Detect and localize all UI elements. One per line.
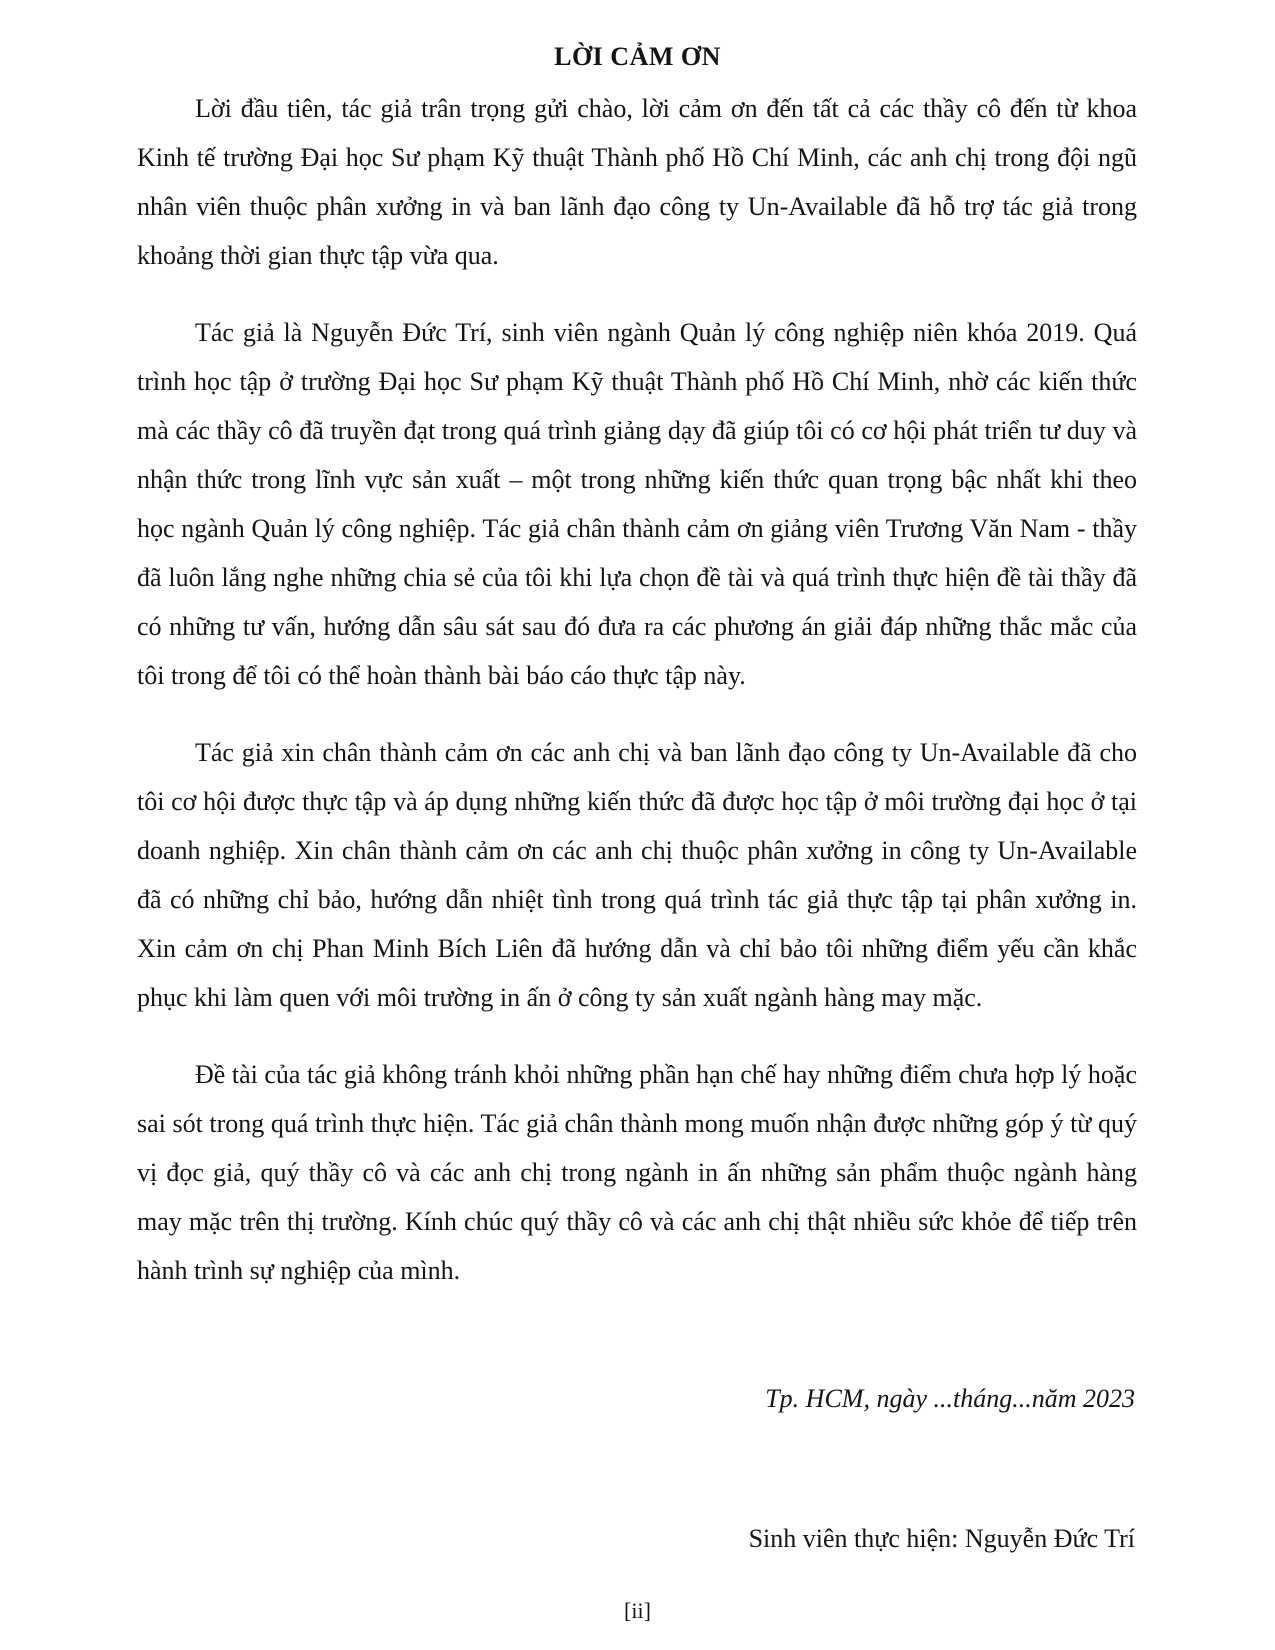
document-body (137, 84, 1137, 1323)
paragraph-4: Đề tài của tác giả không tránh khỏi những phần hạn chế hay những điểm chưa hợp lý hoặc sai sót trong quá trình thực hiện. Tác giả chân thành mong muốn nhận được những góp ý từ quý vị đọc giả, quý thầy cô và các anh chị trong ngành in ấn những sản phẩm thuộc ngành hàng may mặc trên thị trường. Kính chúc quý thầy cô và các anh chị thật nhiều sức khỏe để tiếp trên hành trình sự nghiệp của mình. (137, 1060, 1137, 1285)
paragraph-3: Tác giả xin chân thành cảm ơn các anh chị và ban lãnh đạo công ty Un-Available đã cho tôi cơ hội được thực tập và áp dụng những kiến thức đã được học tập ở môi trường đại học ở tại doanh nghiệp. Xin chân thành cảm ơn các anh chị thuộc phân xưởng in công ty Un-Available đã có những chỉ bảo, hướng dẫn nhiệt tình trong quá trình tác giả thực tập tại phân xưởng in. Xin cảm ơn chị Phan Minh Bích Liên đã hướng dẫn và chỉ bảo tôi những điểm yếu cần khắc phục khi làm quen với môi trường in ấn ở công ty sản xuất ngành hàng may mặc. (137, 738, 1137, 1012)
page-number: [ii] (624, 1598, 651, 1623)
paragraph-2: Tác giả là Nguyễn Đức Trí, sinh viên ngành Quản lý công nghiệp niên khóa 2019. Quá trình học tập ở trường Đại học Sư phạm Kỹ thuật Thành phố Hồ Chí Minh, nhờ các kiến thức mà các thầy cô đã truyền đạt trong quá trình giảng dạy đã giúp tôi có cơ hội phát triển tư duy và nhận thức trong lĩnh vực sản xuất – một trong những kiến thức quan trọng bậc nhất khi theo học ngành Quản lý công nghiệp. Tác giả chân thành cảm ơn giảng viên Trương Văn Nam - thầy đã luôn lắng nghe những chia sẻ của tôi khi lựa chọn đề tài và quá trình thực hiện đề tài thầy đã có những tư vấn, hướng dẫn sâu sát sau đó đưa ra các phương án giải đáp những thắc mắc của tôi trong để tôi có thể hoàn thành bài báo cáo thực tập này. (137, 318, 1137, 690)
date-line: Tp. HCM, ngày ...tháng...năm 2023 (765, 1384, 1135, 1413)
paragraph-1: Lời đầu tiên, tác giả trân trọng gửi chào, lời cảm ơn đến tất cả các thầy cô đến từ khoa Kinh tế trường Đại học Sư phạm Kỹ thuật Thành phố Hồ Chí Minh, các anh chị trong đội ngũ nhân viên thuộc phân xưởng in và ban lãnh đạo công ty Un-Available đã hỗ trợ tác giả trong khoảng thời gian thực tập vừa qua. (137, 94, 1137, 270)
signature-line: Sinh viên thực hiện: Nguyễn Đức Trí (748, 1524, 1135, 1553)
page-title: LỜI CẢM ƠN (554, 42, 721, 71)
